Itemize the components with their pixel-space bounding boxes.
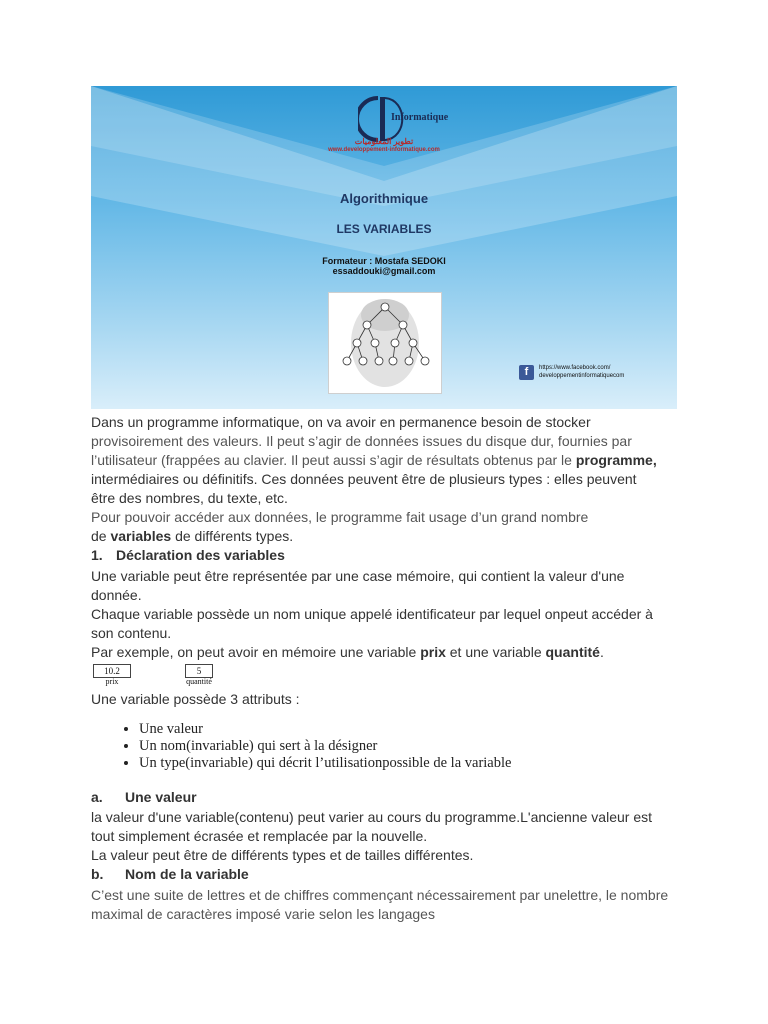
variable-boxes-figure <box>91 662 677 690</box>
section-1-heading: 1. Déclaration des variables <box>91 547 285 563</box>
section-1-paragraph-3: Par exemple, on peut avoir en mémoire une variable prix et une variable quantité. <box>91 644 604 660</box>
attributes-intro: Une variable possède 3 attributs : <box>91 691 300 707</box>
intro-line-5: être des nombres, du texte, etc. <box>91 490 288 506</box>
banner-email: essaddouki@gmail.com <box>332 266 436 276</box>
logo-url[interactable]: www.developpement-informatique.com <box>328 147 440 153</box>
facebook-link[interactable] <box>519 363 669 383</box>
intro-line-4: intermédiaires ou définitifs. Ces données peuvent être de plusieurs types : elles peuvent <box>91 471 637 487</box>
section-b-heading: b. Nom de la variable <box>91 866 249 882</box>
section-a-paragraph-1: la valeur d'une variable(contenu) peut varier au cours du programme.L'ancienne valeur est tout simplement écrasée et remplacée par la nouvelle. <box>91 809 652 844</box>
facebook-icon: f <box>519 365 534 380</box>
list-item: • Un type(invariable) qui décrit l’utilisationpossible de la variable <box>139 755 677 772</box>
logo-text: Informatique <box>391 112 449 123</box>
variable-box-prix: 10.2 <box>93 664 131 678</box>
banner-author: Formateur : Mostafa SEDOKI <box>322 256 446 266</box>
intro-line-3: l’utilisateur (frappées au clavier. Il peut aussi s’agir de résultats obtenus par le programme, <box>91 452 657 468</box>
access-line-2: de variables de différents types. <box>91 528 294 544</box>
document-body <box>91 413 677 924</box>
variable-label-quantite: quantité <box>186 677 212 686</box>
attributes-list <box>91 721 677 772</box>
banner-title: Algorithmique <box>339 191 429 206</box>
list-item: • Un nom(invariable) qui sert à la désigner <box>139 738 677 755</box>
portrait-tree-image <box>328 292 442 394</box>
list-item: • Une valeur <box>139 721 677 738</box>
variable-box-quantite: 5 <box>185 664 213 678</box>
facebook-url-line1: https://www.facebook.com/ <box>539 365 611 371</box>
section-a-paragraph-2: La valeur peut être de différents types et de tailles différentes. <box>91 847 474 863</box>
section-b-paragraph-1: C’est une suite de lettres et de chiffres commençant nécessairement par unelettre, le nombre maximal de caractères imposé varie selon les langages <box>91 887 669 922</box>
variable-label-prix: prix <box>105 677 119 686</box>
intro-line-2: provisoirement des valeurs. Il peut s’agir de données issues du disque dur, fournies par <box>91 433 632 449</box>
intro-line-1: Dans un programme informatique, on va avoir en permanence besoin de stocker <box>91 414 591 430</box>
banner-subtitle: LES VARIABLES <box>336 222 432 236</box>
facebook-url-line2: developpementinformatiquecom <box>539 373 625 379</box>
section-1-paragraph-1: Une variable peut être représentée par une case mémoire, qui contient la valeur d'une donnée. <box>91 568 625 603</box>
cover-banner <box>91 86 677 409</box>
section-1-paragraph-2: Chaque variable possède un nom unique appelé identificateur par lequel onpeut accéder à son contenu. <box>91 606 653 641</box>
logo-arabic-text: تطوير المعلوميات <box>354 137 414 146</box>
access-line-1: Pour pouvoir accéder aux données, le programme fait usage d’un grand nombre <box>91 509 589 525</box>
section-a-heading: a. Une valeur <box>91 789 197 805</box>
